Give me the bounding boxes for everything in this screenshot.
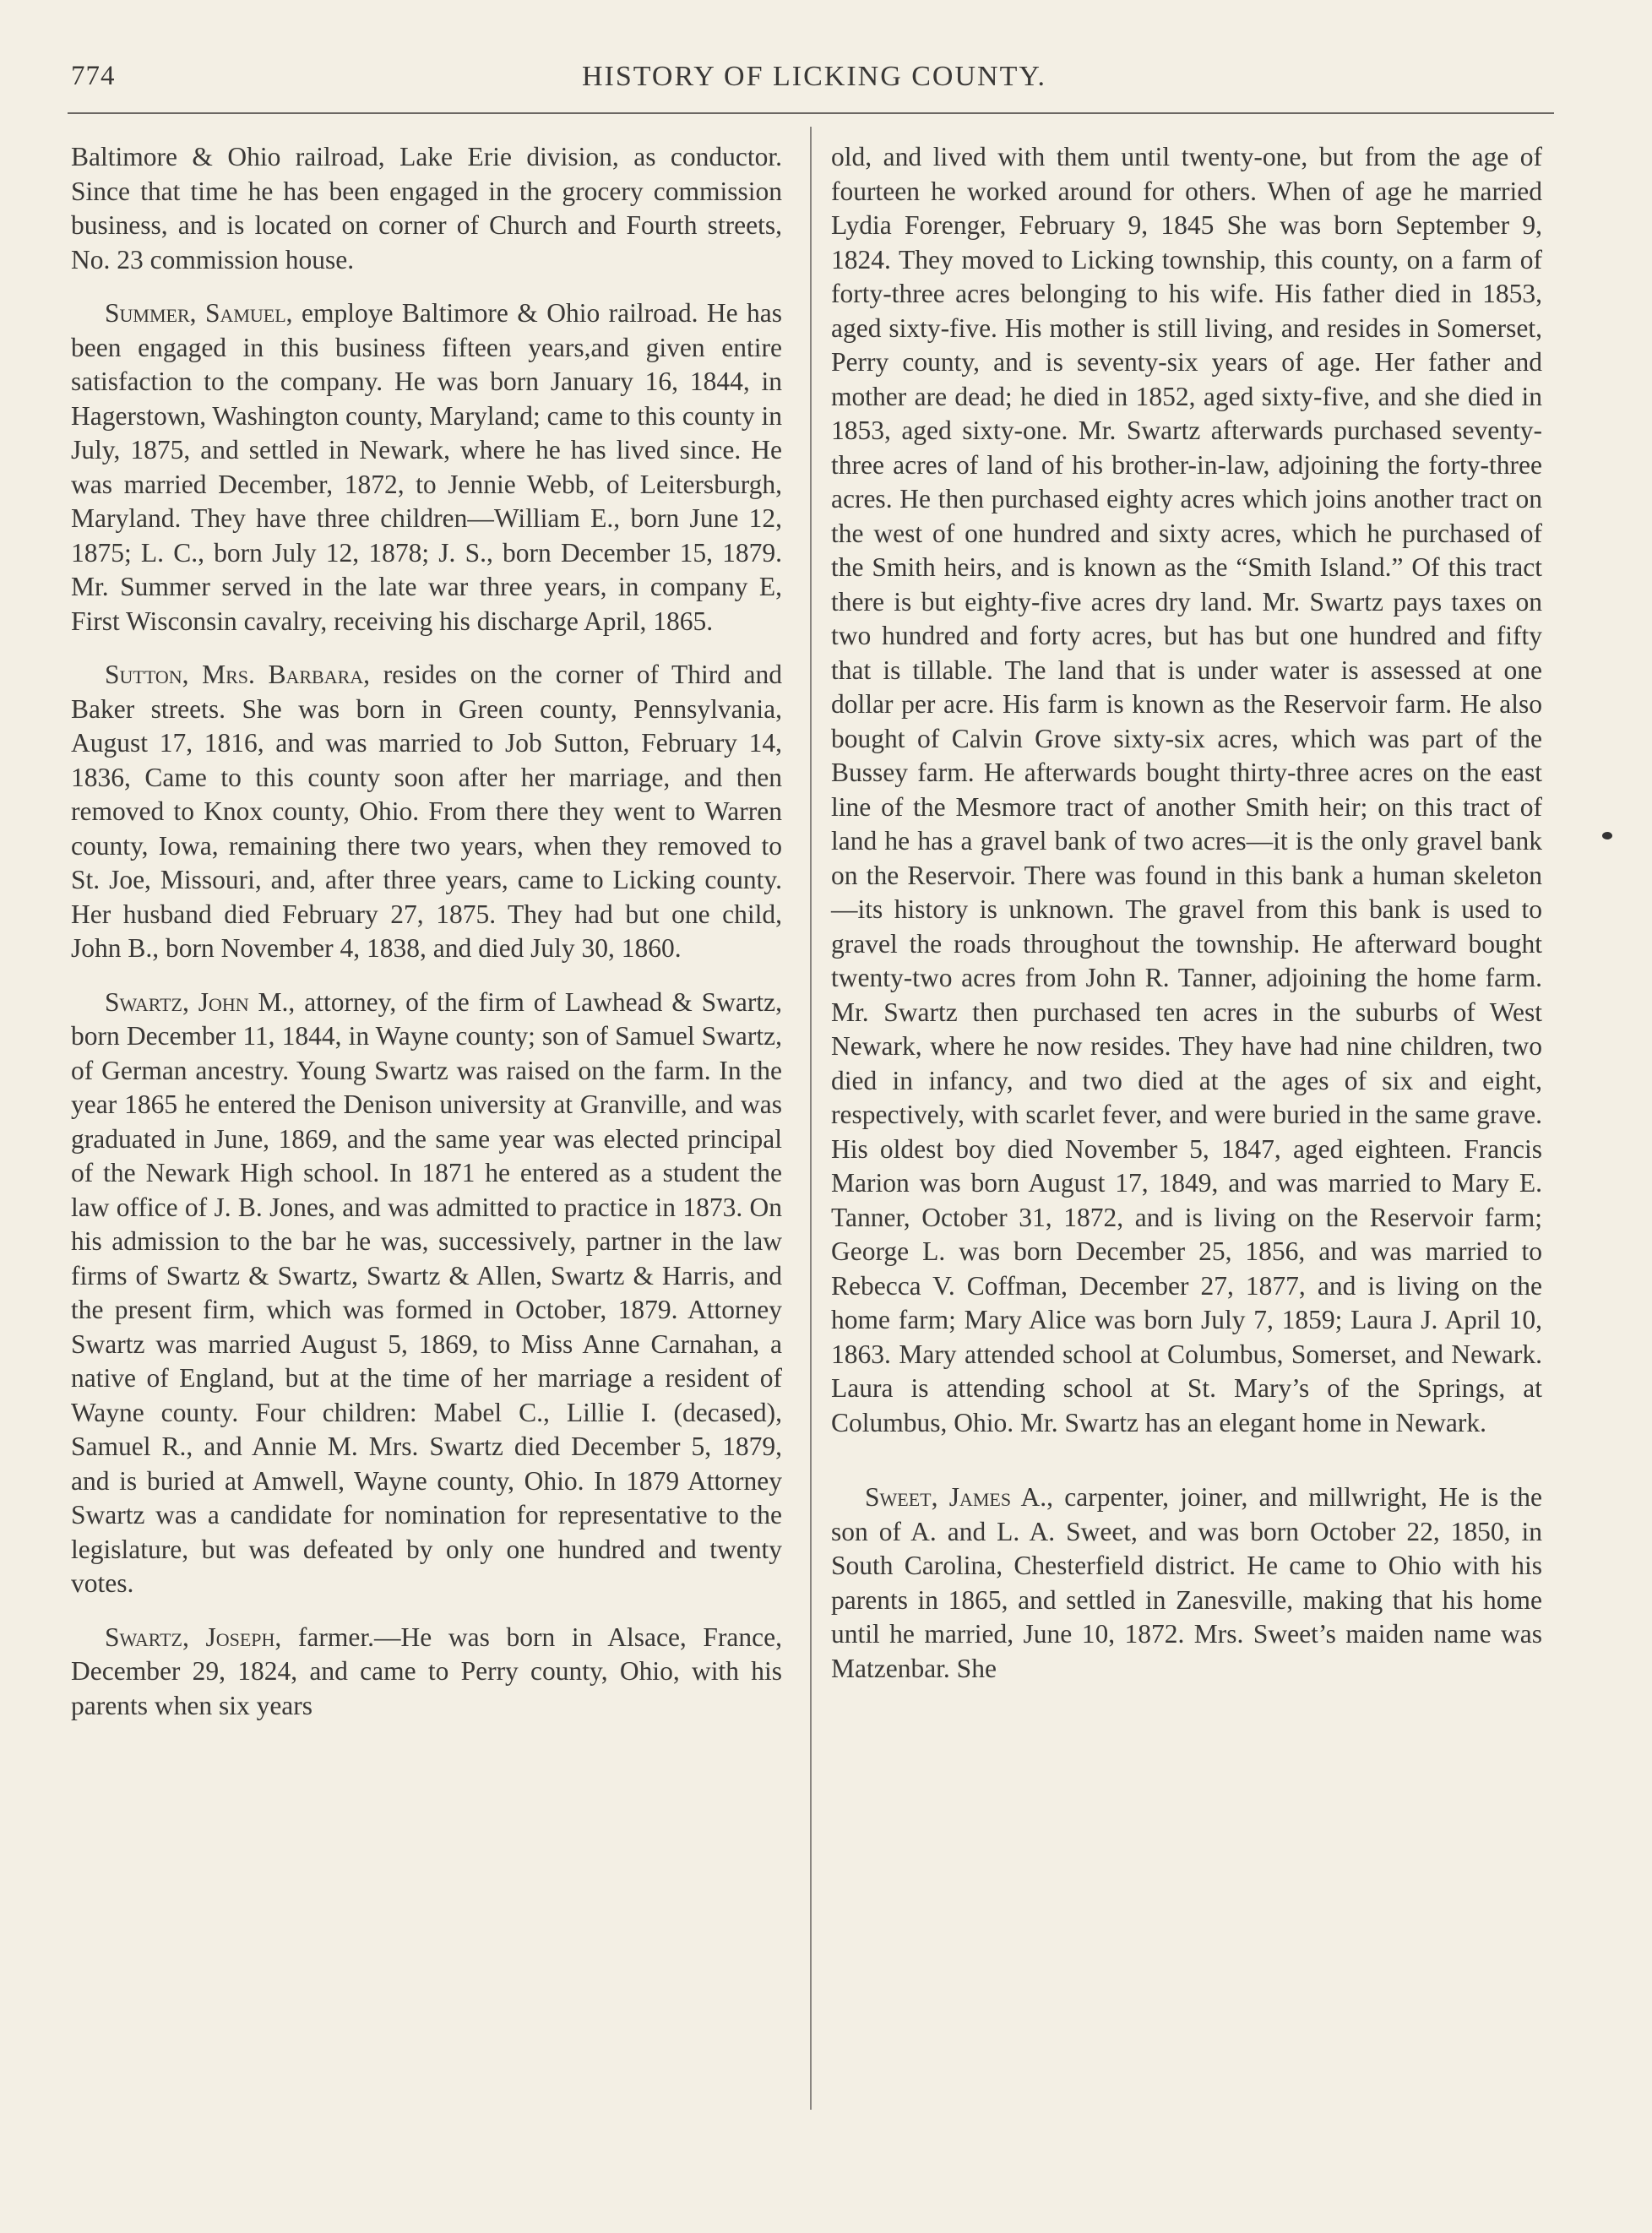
margin-mark [1602, 832, 1612, 839]
page-number: 774 [71, 61, 116, 91]
entry-swartz-john [71, 986, 782, 1601]
entry-text: employe Baltimore & Ohio railroad. He has been engaged in this business fifteen years,and given entire satisfaction to the company. He was born January 16, 1844, in Hagerstown, Washington county, Maryland; came to this county in July, 1875, and settled in Newark, where he has lived since. He was married December, 1872, to Jennie Webb, of Leitersburgh, Maryland. They have three children—William E., born June 12, 1875; L. C., born July 12, 1878; J. S., born December 15, 1879. Mr. Summer served in the late war three years, in company E, First Wisconsin cavalry, receiving his discharge April, 1865. [71, 298, 783, 636]
paragraph-continued: Baltimore & Ohio railroad, Lake Erie division, as conductor. Since that time he has been engaged in the grocery commission business, and is located on corner of Church and Fourth streets, No. 23 commission house. [71, 142, 782, 274]
entry-text: attorney, of the firm of Lawhead & Swartz, born December 11, 1844, in Wayne county; son of Samuel Swartz, of German ancestry. Young Swartz was raised on the farm. In the year 1865 he entered the Denison university at Granville, and was graduated in June, 1869, and the same year was elected principal of the Newark High school. In 1871 he entered as a student the law office of J. B. Jones, and was admitted to practice in 1873. On his admission to the bar he was, successively, partner in the law firms of Swartz & Swartz, Swartz & Allen, Swartz & Harris, and the present firm, which was formed in October, 1879. Attorney Swartz was married August 5, 1869, to Miss Anne Carnahan, a native of England, but at the time of her marriage a resident of Wayne county. Four children: Mabel C., Lillie I. (decased), Samuel R., and Annie M. Mrs. Swartz died December 5, 1879, and is buried at Amwell, Wayne county, Ohio. In 1879 Attorney Swartz was a candidate for nomination for representative to the legislature, but was defeated by only one hundred and twenty votes. [71, 986, 782, 1598]
entry-sweet-james [831, 1481, 1542, 1686]
page-header [71, 61, 1557, 103]
entry-summer-samuel [71, 296, 782, 638]
running-title: HISTORY OF LICKING COUNTY. [581, 61, 1047, 92]
entry-swartz-joseph [71, 1621, 782, 1724]
entry-name: Swartz, Joseph, [105, 1622, 282, 1652]
entry-sutton-barbara [71, 658, 782, 966]
header-rule [68, 112, 1554, 114]
left-column [71, 140, 782, 1723]
column-divider [810, 127, 812, 2110]
entry-name: Swartz, John M., [105, 986, 296, 1017]
paragraph-continued: old, and lived with them until twenty-one, but from the age of fourteen he worked around for others. When of age he married Lydia Forenger, February 9, 1845 She was born September 9, 1824. They moved to Licking township, this county, on a farm of forty-three acres belonging to his wife. His father died in 1853, aged sixty-five. His mother is still living, and resides in Somerset, Perry county, and is seventy-six years of age. Her father and mother are dead; he died in 1852, aged sixty-five, and she died in 1853, aged sixty-one. Mr. Swartz afterwards purchased seventy-three acres of land of his brother-in-law, adjoining the forty-three acres. He then purchased eighty acres which joins another tract on the west of one hundred and sixty acres, which he purchased of the Smith heirs, and is known as the “Smith Island.” Of this tract there is but eighty-five acres dry land. Mr. Swartz pays taxes on two hundred and forty acres, but has but one hundred and fifty that is tillable. The land that is under water is assessed at one dollar per acre. His farm is known as the Reservoir farm. He also bought of Calvin Grove sixty-six acres, which was part of the Bussey farm. He afterwards bought thirty-three acres on the east line of the Mesmore tract of another Smith heir; on this tract of land he has a gravel bank of two acres—it is the only gravel bank on the Reservoir. There was found in this bank a human skeleton—its history is unknown. The gravel from this bank is used to gravel the roads throughout the township. He afterward bought twenty-two acres from John R. Tanner, adjoining the home farm. Mr. Swartz then purchased ten acres in the suburbs of West Newark, where he now resides. They have had nine children, two died in infancy, and two died at the ages of six and eight, respectively, with scarlet fever, and were buried in the same grave. His oldest boy died November 5, 1847, aged eighteen. Francis Marion was born August 17, 1849, and was married to Mary E. Tanner, October 31, 1872, and is living on the Reservoir farm; George L. was born December 25, 1856, and was married to Rebecca V. Coffman, December 27, 1877, and is living on the home farm; Mary Alice was born July 7, 1859; Laura J. April 10, 1863. Mary attended school at Columbus, Somerset, and Newark. Laura is attending school at St. Mary’s of the Springs, at Columbus, Ohio. Mr. Swartz has an elegant home in Newark. [831, 142, 1542, 1437]
entry-name: Sweet, James A., [865, 1482, 1054, 1512]
entry-text: resides on the corner of Third and Baker streets. She was born in Green county, Pennsylvania, August 17, 1816, and was married to Job Sutton, February 14, 1836, Came to this county soon after her marriage, and then removed to Knox county, Ohio. From there they went to Warren county, Iowa, remaining there two years, when they removed to St. Joe, Missouri, and, after three years, came to Licking county. Her husband died February 27, 1875. They had but one child, John B., born November 4, 1838, and died July 30, 1860. [71, 660, 782, 963]
entry-name: Summer, Samuel, [105, 298, 293, 328]
entry-text: farmer.—He was born in Alsace, France, December 29, 1824, and came to Perry county, Ohio, with his parents when six years [71, 1622, 783, 1720]
entry-name: Sutton, Mrs. Barbara, [105, 660, 371, 689]
right-column [831, 140, 1542, 1686]
entry-text: carpenter, joiner, and millwright, He is the son of A. and L. A. Sweet, and was born October 22, 1850, in South Carolina, Chesterfield district. He came to Ohio with his parents in 1865, and settled in Zanesville, making that his home until he married, June 10, 1872. Mrs. Sweet’s maiden name was Matzenbar. She [831, 1482, 1542, 1683]
